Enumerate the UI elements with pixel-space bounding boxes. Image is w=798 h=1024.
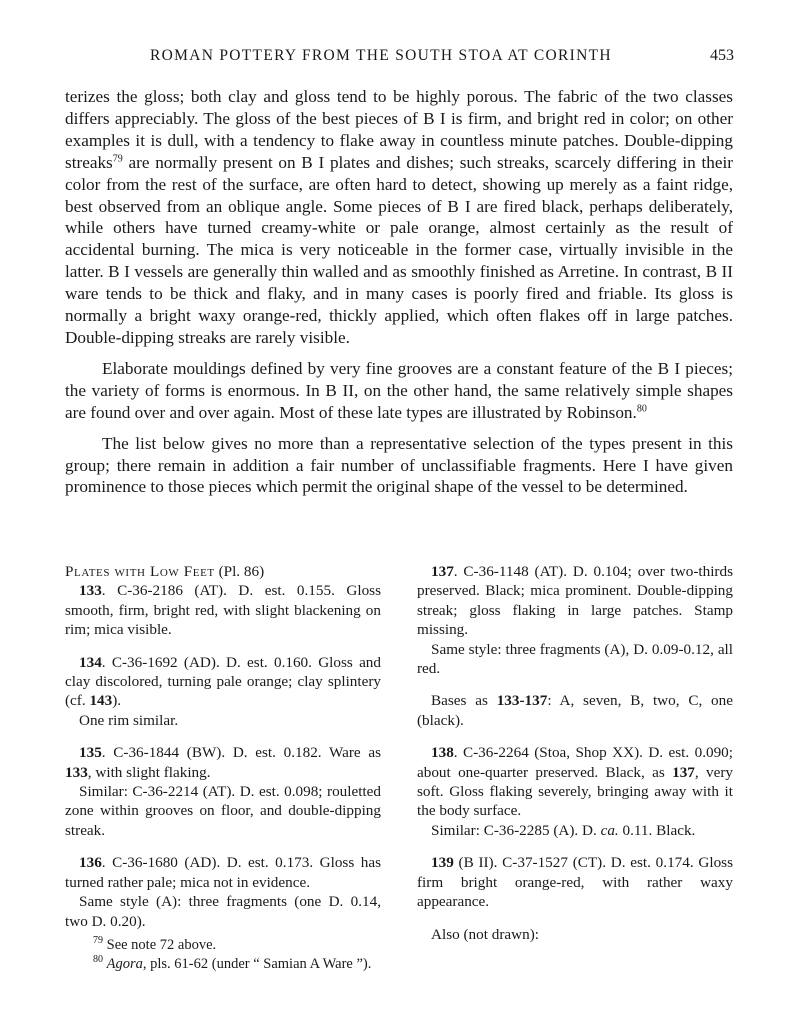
catalog-entry-139: 139 (B II). C-37-1527 (CT). D. est. 0.174. Gloss firm bright orange-red, with rather waxy appearance. [417, 854, 733, 911]
catalog-entry-138: 138. C-36-2264 (Stoa, Shop XX). D. est. 0.090; about one-quarter preserved. Black, as 137, very soft. Gloss flaking severely, bringing away with it the body surface. Similar: C-36-2285 (A). D. ca. 0.11. Black. [417, 744, 733, 839]
catalog-entry-137: 137. C-36-1148 (AT). D. 0.104; over two-thirds preserved. Black; mica prominent. Double-dipping streak; gloss flaking in large patches. Stamp missing. Same style: three fragments (A), D. 0.09-0.12, all red. [417, 563, 733, 678]
page-number: 453 [710, 47, 734, 64]
entry-similar: Similar: C-36-2214 (AT). D. est. 0.098; rouletted zone within grooves on floor, and double-dipping streak. [65, 783, 381, 839]
footnote-ref-79: 79 [112, 152, 123, 164]
catalog-entry-136: 136. C-36-1680 (AD). D. est. 0.173. Gloss has turned rather pale; mica not in evidence. Same style (A): three fragments (one D. 0.14, two D. 0.20). [65, 854, 381, 930]
catalog-left-column [65, 562, 381, 944]
catalog-right-column [417, 562, 733, 944]
entry-number: 134 [79, 653, 102, 671]
footnote-ref-80: 80 [636, 402, 647, 414]
running-title: ROMAN POTTERY FROM THE SOUTH STOA AT CORINTH [150, 47, 612, 64]
entry-number: 137 [431, 563, 454, 580]
footnote-80: $^{80}$ Agora, pls. 61-62 (under “ Samian A Ware ”). [93, 954, 372, 972]
footnote-79: $^{79}$ See note 72 above. [93, 935, 217, 953]
entry-number: 139 [431, 854, 454, 872]
running-head [0, 47, 798, 69]
also-not-drawn: Also (not drawn): [431, 925, 539, 943]
paragraph-3: The list below gives no more than a representative selection of the types present in this group; there remain in addition a fair number of unclassifiable fragments. Here I have given prominence to those pieces which permit the original shape of the vessel to be determined. [65, 433, 733, 497]
catalog-entry-135: 135. C-36-1844 (BW). D. est. 0.182. Ware as 133, with slight flaking. Similar: C-36-2214 (AT). D. est. 0.098; rouletted zone within grooves on floor, and double-dipping streak. [65, 744, 381, 839]
entry-number: 136 [79, 854, 102, 872]
bases-summary: Bases as 133-137: A, seven, B, two, C, one (black). [417, 692, 733, 729]
entry-similar: Similar: C-36-2285 (A). D. ca. 0.11. Black. [431, 821, 696, 839]
entry-same-style: Same style: three fragments (A), D. 0.09-0.12, all red. [417, 640, 733, 678]
section-heading: Plates with Low Feet (Pl. 86) [65, 563, 265, 580]
catalog-entry-134: 134. C-36-1692 (AD). D. est. 0.160. Gloss and clay discolored, turning pale orange; clay splintery (cf. 143). One rim similar. [65, 653, 381, 729]
paragraph-2: Elaborate mouldings defined by very fine grooves are a constant feature of the B I pieces; the variety of forms is enormous. In B II, on the other hand, the same relatively simple shapes are found over and over again. Most of these late types are illustrated by Robinson.$^{80}$ [65, 358, 733, 422]
entry-number: 138 [431, 744, 454, 762]
catalog-entry-133: 133. C-36-2186 (AT). D. est. 0.155. Gloss smooth, firm, bright red, with slight blackening on rim; mica visible. [65, 582, 381, 639]
entry-number: 135 [79, 744, 102, 762]
entry-same-style: Same style (A): three fragments (one D. 0.14, two D. 0.20). [65, 893, 381, 930]
body-text [65, 86, 733, 498]
footnotes [93, 936, 493, 974]
entry-note: One rim similar. [79, 711, 179, 729]
paragraph-1: terizes the gloss; both clay and gloss tend to be highly porous. The fabric of the two classes differs appreciably. The gloss of the best pieces of B I is firm, and bright red in color; on other examples it is dull, with a tendency to flake away in countless minute patches. Double-dipping streaks$^{79}$ are normally present on B I plates and dishes; such streaks, scarcely differing in their color from the rest of the surface, are often hard to detect, showing up merely as a faint ridge, best observed from an oblique angle. Some pieces of B I are fired black, perhaps deliberately, while others have turned creamy-white or pale orange, almost certainly as the result of accidental burning. The mica is very noticeable in the former case, virtually invisible in the latter. B I vessels are generally thin walled and as smoothly finished as Arretine. In contrast, B II ware tends to be thick and flaky, and in many cases is poorly fired and friable. Its gloss is normally a bright waxy orange-red, thickly applied, which often flakes off in large patches. Double-dipping streaks are rarely visible. [65, 87, 733, 347]
entry-number: 133 [79, 582, 102, 600]
